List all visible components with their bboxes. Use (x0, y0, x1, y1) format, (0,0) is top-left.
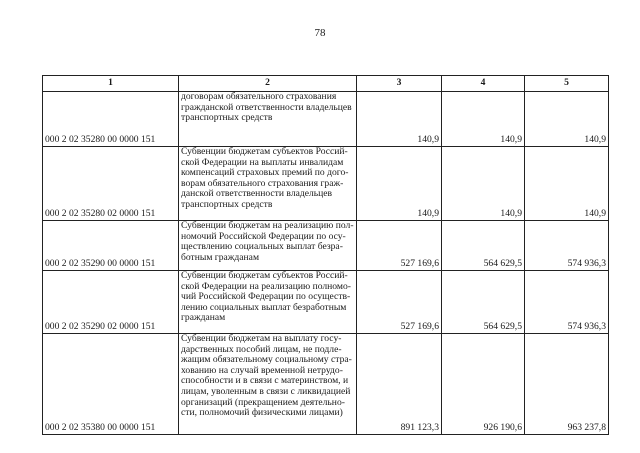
description-line: организаций (прекращением деятельно- (181, 397, 345, 408)
description-cell (179, 92, 357, 147)
budget-code-cell: 000 2 02 35290 02 0000 151 (43, 271, 179, 334)
description-line: данской ответственности владельцев (181, 189, 333, 200)
description-line: Субвенции бюджетам субъектов Россий- (181, 147, 348, 157)
value-cell-col3: 140,9 (357, 92, 442, 147)
description-cell (179, 147, 357, 221)
description-line: жащим обязательному социальному стра- (181, 355, 352, 366)
column-header: 3 (357, 76, 442, 92)
value-cell-col5: 140,9 (525, 92, 609, 147)
column-header: 5 (525, 76, 609, 92)
value-cell-col4: 926 190,6 (442, 334, 525, 435)
value-cell-col5: 963 237,8 (525, 334, 609, 435)
description-line: гражданам (181, 313, 226, 324)
description-line: ботным гражданам (181, 252, 260, 263)
description-line: хованию на случай временной нетрудо- (181, 365, 343, 376)
budget-code-cell: 000 2 02 35380 00 0000 151 (43, 334, 179, 435)
description-line: компенсаций страховых премий по дого- (181, 168, 349, 179)
description-line: ской Федерации на реализацию полномо- (181, 281, 351, 292)
value-cell-col3: 140,9 (357, 147, 442, 221)
description-line: номочий Российской Федерации по осу- (181, 231, 346, 242)
table-row (43, 147, 609, 221)
value-cell-col5: 140,9 (525, 147, 609, 221)
description-line: гражданской ответственности владельцев (181, 102, 352, 113)
value-cell-col5: 574 936,3 (525, 221, 609, 271)
description-line: ворам обязательного страхования граж- (181, 178, 344, 189)
budget-table (42, 75, 609, 435)
budget-code-cell: 000 2 02 35290 00 0000 151 (43, 221, 179, 271)
description-line: договорам обязательного страхования (181, 92, 337, 102)
column-header: 1 (43, 76, 179, 92)
description-line: Субвенции бюджетам субъектов Россий- (181, 271, 348, 281)
description-line: способности и в связи с материнством, и (181, 376, 349, 387)
budget-code-cell: 000 2 02 35280 00 0000 151 (43, 92, 179, 147)
value-cell-col5: 574 936,3 (525, 271, 609, 334)
value-cell-col3: 527 169,6 (357, 221, 442, 271)
value-cell-col3: 891 123,3 (357, 334, 442, 435)
description-line: Субвенции бюджетам на реализацию пол- (181, 221, 354, 231)
description-line: ществлению социальных выплат безра- (181, 242, 343, 253)
value-cell-col4: 564 629,5 (442, 221, 525, 271)
description-line: лению социальных выплат безработным (181, 302, 347, 313)
description-line: транспортных средств (181, 113, 273, 124)
table-row (43, 221, 609, 271)
column-header: 2 (179, 76, 357, 92)
value-cell-col4: 140,9 (442, 147, 525, 221)
description-cell (179, 334, 357, 435)
value-cell-col4: 564 629,5 (442, 271, 525, 334)
description-line: чий Российской Федерации по осуществ- (181, 292, 351, 303)
column-header: 4 (442, 76, 525, 92)
description-line: лицам, уволенным в связи с ликвидацией (181, 386, 351, 397)
table-row (43, 271, 609, 334)
description-line: Субвенции бюджетам на выплату госу- (181, 334, 342, 344)
page-number: 78 (314, 27, 326, 39)
budget-code-cell: 000 2 02 35280 02 0000 151 (43, 147, 179, 221)
description-line: транспортных средств (181, 199, 273, 210)
table-row (43, 92, 609, 147)
description-cell (179, 221, 357, 271)
value-cell-col3: 527 169,6 (357, 271, 442, 334)
value-cell-col4: 140,9 (442, 92, 525, 147)
description-line: дарственных пособий лицам, не подле- (181, 344, 342, 355)
description-line: ской Федерации на выплаты инвалидам (181, 157, 344, 168)
description-line: сти, полномочий физическими лицами) (181, 408, 343, 419)
table-header-row (43, 76, 609, 92)
table-row (43, 334, 609, 435)
description-cell (179, 271, 357, 334)
